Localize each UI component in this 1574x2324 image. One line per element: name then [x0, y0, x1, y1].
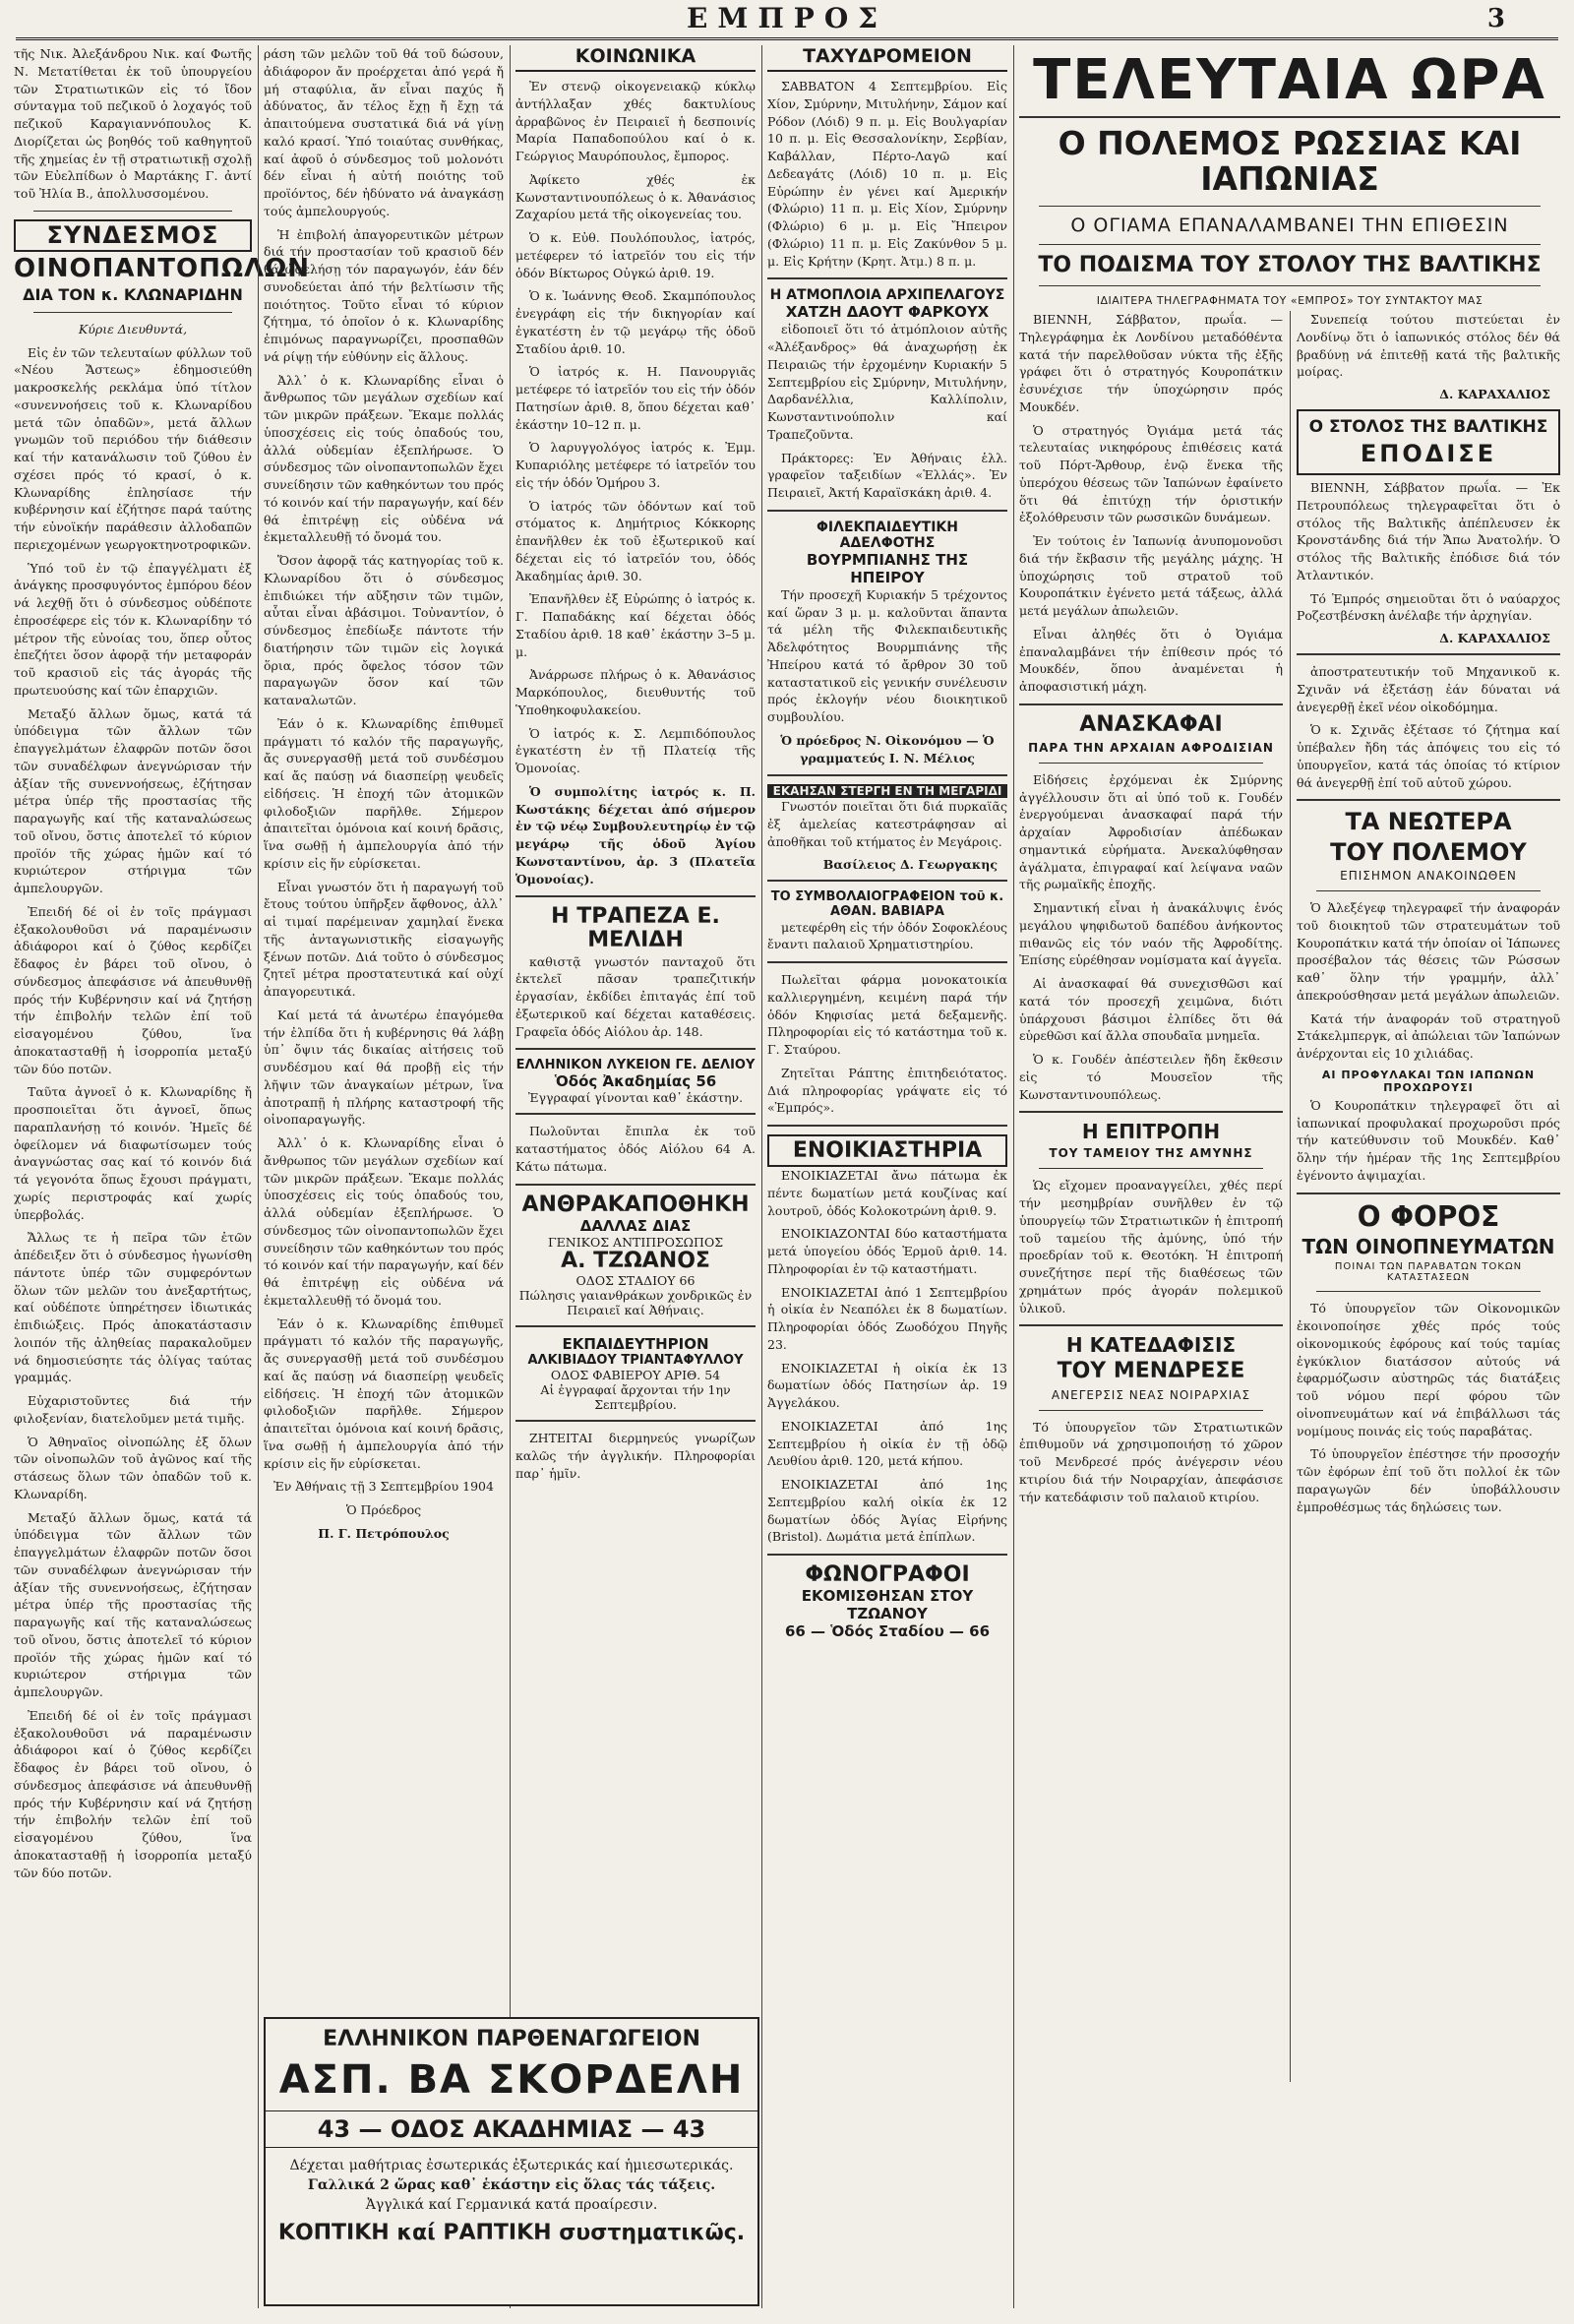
divider: [1316, 1291, 1541, 1292]
divider: [767, 961, 1007, 963]
property-ad: Πωλεῖται φάρμα μονοκατοικία καλλιεργημένη, κειμένη παρά τήν ὁδόν Κηφισίας μετά δεξαμενῆς. Πληροφορίαι εἰς τό κατάστημα τοῦ κ. Γ. Σταύρου.: [767, 972, 1007, 1057]
correspondent-signature: Δ. ΚΑΡΑΧΑΛΙΟΣ: [1439, 387, 1550, 401]
paragraph: Ἐάν ὁ κ. Κλωναρίδης ἐπιθυμεῖ πράγματι τό καλόν τῆς παραγωγῆς, ἄς συνεργασθῇ μετά τοῦ συνδέσμου καί ἄς παύσῃ νά διασπείρῃ ψευδεῖς εἰδήσεις. Ἡ ἐποχή τῶν ἀτομικῶν φιλοδοξιῶν παρῆλθε. Σήμερον ἀπαιτεῖται ὁμόνοια καί κοινή δρᾶσις, ἵνα σωθῇ ἡ ἀμπελουργία ἀπό τήν κρίσιν εἰς ἥν εὑρίσκεται.: [264, 1315, 504, 1471]
rental-ad: ΕΝΟΙΚΙΑΖΕΤΑΙ ἀπό 1ης Σεπτεμβρίου καλή οἰκία ἐκ 12 δωματίων ὁδός Ἀγίας Εἰρήνης (Bristol). Δωμάτια μετά ἐπίπλων.: [767, 1477, 1007, 1545]
paragraph: Ἀλλ᾽ ὁ κ. Κλωναρίδης εἶναι ὁ ἄνθρωπος τῶν μεγάλων σχεδίων καί τῶν μικρῶν πράξεων. Ἔκαμε πολλάς ὑποσχέσεις εἰς τούς ὀπαδούς του, ἀλλά οὐδεμίαν ἐξεπλήρωσε. Ὁ σύνδεσμος τῶν οἰνοπαντοπωλῶν ἔχει συνείδησιν τῶν καθηκόντων του πρός τό κοινόν καί τήν παραγωγήν, καί δέν θά ἐπιτρέψῃ εἰς οὐδένα νά ἐκμεταλλευθῇ τό ὄνομά του.: [264, 1135, 504, 1308]
war-news-subheadline: ΕΠΙΣΗΜΟΝ ΑΝΑΚΟΙΝΩΘΕΝ: [1340, 869, 1517, 884]
social-item: Ὁ ἰατρός τῶν ὀδόντων καί τοῦ στόματος κ. Δημήτριος Κόκκορης ἐπανῆλθεν ἐκ τοῦ ἐξωτερικοῦ καί δέχεται εἰς τό ἰατρεῖόν του, ὁδός Ἀκαδημίας ἀριθ. 30.: [515, 498, 756, 583]
paragraph: Ἐάν ὁ κ. Κλωναρίδης ἐπιθυμεῖ πράγματι τό καλόν τῆς παραγωγῆς, ἄς συνεργασθῇ μετά τοῦ συνδέσμου καί ἄς παύσῃ νά διασπείρῃ ψευδεῖς εἰδήσεις. Ἡ ἐποχή τῶν ἀτομικῶν φιλοδοξιῶν παρῆλθε. Σήμερον ἀπαιτεῖται ὁμόνοια καί κοινή δρᾶσις, ἵνα σωθῇ ἡ ἀμπελουργία ἀπό τήν κρίσιν εἰς ἥν εὑρίσκεται.: [264, 715, 504, 871]
bank-ad-title: Η ΤΡΑΠΕΖΑ Ε. ΜΕΛΙΔΗ: [551, 904, 720, 953]
fire-notice: [767, 784, 1007, 871]
divider: [515, 1184, 756, 1186]
coal-ad-body: Πώλησις γαιανθράκων χονδρικῶς ἐν Πειραιεῖ καί Ἀθήναις.: [518, 1288, 753, 1317]
notary-ad-body: μετεφέρθη εἰς τήν ὁδόν Σοφοκλέους ἔναντι παλαιοῦ Χρηματιστηρίου.: [767, 919, 1007, 952]
divider: [1019, 1111, 1283, 1113]
divider: [1039, 244, 1541, 245]
paragraph: Συνεπείᾳ τούτου πιστεύεται ἐν Λονδίνῳ ὅτι ὁ ἰαπωνικός στόλος δέν θά βραδύνῃ νά ἐπιτεθῇ κατά τῆς βαλτικῆς μοίρας.: [1297, 312, 1560, 380]
notary-ad-title: ΤΟ ΣΥΜΒΟΛΑΙΟΓΡΑΦΕΙΟΝ τοῦ κ. ΑΘΑΝ. ΒΑΒΙΑΡΑ: [770, 888, 1004, 919]
rental-ad: ΕΝΟΙΚΙΑΖΕΤΑΙ ἡ οἰκία ἐκ 13 δωματίων ὁδός Πατησίων ἀρ. 19 Ἀγγελάκου.: [767, 1360, 1007, 1410]
fleet-box: [1297, 409, 1560, 475]
divider: [1297, 653, 1560, 655]
paragraph: Ἐν τούτοις ἐν Ἰαπωνίᾳ ἀνυπομονοῦσι διά τήν ἔκβασιν τῆς μεγάλης μάχης. Ἡ ὑποχώρησις τοῦ στρατοῦ τοῦ Κουροπάτκιν ἐγένετο μετά τάξεως, ἀλλά μετά μεγάλων ἀπωλειῶν.: [1019, 533, 1283, 618]
paragraph: Μεταξύ ἄλλων ὅμως, κατά τά ὑπόδειγμα τῶν ἄλλων τῶν ἐπαγγελμάτων ἐλαφρῶν ποτῶν ὅσοι τῶν συναδέλφων ἀνεγνώρισαν τήν ἀξίαν τῆς συνεννοήσεως, ἐζήτησαν μέτρα ὑπέρ τῆς προστασίας τῆς παραγωγῆς καί τῆς καταναλώσεως τοῦ οἴνου, ὅστις ἀποτελεῖ τό κύριον προϊόν τῆς χώρας ἡμῶν καί τό κυριώτερον στήριγμα τῶν ἀμπελουργῶν.: [14, 1509, 252, 1700]
war-subheadline-2: ΤΟ ΠΟΔΙΣΜΑ ΤΟΥ ΣΤΟΛΟΥ ΤΗΣ ΒΑΛΤΙΚΗΣ: [1038, 252, 1542, 277]
advance-headline: ΑΙ ΠΡΟΦΥΛΑΚΑΙ ΤΩΝ ΙΑΠΩΝΩΝ ΠΡΟΧΩΡΟΥΣΙ: [1321, 1068, 1536, 1094]
ad-line-1: ΕΛΛΗΝΙΚΟΝ ΠΑΡΘΕΝΑΓΩΓΕΙΟΝ: [323, 2027, 700, 2051]
divider: [1039, 206, 1541, 207]
coal-ad: [515, 1193, 756, 1317]
paragraph: ἀποστρατευτικήν τοῦ Μηχανικοῦ κ. Σχινᾶν νά ἐξετάσῃ ἐάν δύναται νά ἀνεγερθῇ ἐκεῖ νέον οἰκοδόμημα.: [1297, 664, 1560, 714]
paragraph: Καί μετά τά ἀνωτέρω ἐπαγόμεθα τήν ἐλπίδα ὅτι ἡ κυβέρνησις θά λάβῃ ὑπ᾽ ὄψιν τάς δικαίας αἰτήσεις τοῦ συνδέσμου καί θά προβῇ εἰς τήν λῆψιν τῶν ἀναγκαίων μέτρων, ἵνα ἀποτραπῇ ἡ πλήρης καταστροφή τῆς οἰνοπαραγωγῆς.: [264, 1007, 504, 1128]
shipping-ad-body: εἰδοποιεῖ ὅτι τό ἀτμόπλοιον αὐτῆς «Ἀλέξανδρος» θά ἀναχωρήσῃ ἐκ Πειραιῶς τήν ἐρχομένην Κυριακήν 5 Σεπτεμβρίου εἰς Σμύρνην, Μιτυλήνην, Δαρδανέλλια, Καλλίπολιν, Κωνσταντινούπολιν καί Τραπεζοῦντα.: [767, 322, 1007, 442]
paragraph: Ὁ Κουροπάτκιν τηλεγραφεῖ ὅτι αἱ ἰαπωνικαί προφυλακαί προχωροῦσι πρός τήν κατεύθυνσιν τοῦ Μουκδέν. Καθ᾽ ὅλην τήν ἡμέραν τῆς 1ης Σεπτεμβρίου ἐγένοντο ἀψιμαχίαι.: [1297, 1097, 1560, 1183]
social-item: Ὁ λαρυγγολόγος ἰατρός κ. Ἐμμ. Κυπαριόλης μετέφερε τό ἰατρεῖόν του εἰς τήν ὁδόν Ὁμήρου 3.: [515, 440, 756, 490]
tax-headline-2: ΤΩΝ ΟΙΝΟΠΝΕΥΜΑΤΩΝ: [1302, 1235, 1555, 1259]
divider: [33, 211, 232, 212]
divider: [1019, 1324, 1283, 1326]
social-item: Ὁ κ. Εὐθ. Πουλόπουλος, ἰατρός, μετέφερεν τό ἰατρεῖόν του εἰς τήν ὁδόν Βίκτωρος Οὐγκώ ἀριθ. 19.: [515, 230, 756, 280]
demolition-subheadline: ΑΝΕΓΕΡΣΙΣ ΝΕΑΣ ΝΟΙΡΑΡΧΙΑΣ: [1051, 1387, 1251, 1402]
post-schedule: ΣΑΒΒΑΤΟΝ 4 Σεπτεμβρίου. Εἰς Χίον, Σμύρνην, Μιτυλήνην, Σάμον καί Ρόδον (Λόιδ) 9 π. μ. Εἰς Βουλγαρίαν 10 π. μ. Εἰς Θεσσαλονίκην, Σερβίαν, Καβάλλαν, Πέρτο-Λαγῶ καί Δεδεαγάτς (Λόιδ) 10 π. μ. Εἰς Εὐρώπην ἐν γένει καί Ἀμερικήν (Φλώριο) 11 π. μ. Εἰς Χίον, Σμύρνην (Φλώριο) 6 μ. μ. Εἰς Ἤπειρον (Φλώριο) 11 π. μ. Εἰς Ζακύνθον 5 μ. μ. Εἰς Κρήτην (Κρητ. Ἀτμ.) 8 π. μ.: [767, 79, 1007, 269]
divider: [515, 1420, 756, 1422]
phonograph-ad-address: 66 — Ὁδός Σταδίου — 66: [784, 1622, 991, 1641]
paragraph: Ἀλλ᾽ ὁ κ. Κλωναρίδης εἶναι ὁ ἄνθρωπος τῶν μεγάλων σχεδίων καί τῶν μικρῶν πράξεων. Ἔκαμε πολλάς ὑποσχέσεις εἰς τούς ὀπαδούς του, ἀλλά οὐδεμίαν ἐξεπλήρωσε. Ὁ σύνδεσμος τῶν οἰνοπαντοπωλῶν ἔχει συνείδησιν τῶν καθηκόντων του πρός τό κοινόν καί τήν παραγωγήν, καί δέν θά ἐπιτρέψῃ εἰς οὐδένα νά ἐκμεταλλευθῇ τό ὄνομά του.: [264, 372, 504, 545]
divider: [767, 1125, 1007, 1127]
column-rule: [1013, 45, 1014, 2308]
school-ad-name: ΑΛΚΙΒΙΑΔΟΥ ΤΡΙΑΝΤΑΦΥΛΛΟΥ: [527, 1353, 744, 1368]
divider: [1019, 703, 1283, 705]
school-ad: [515, 1335, 756, 1412]
notary-ad: [767, 889, 1007, 954]
paragraph: Ὁ Ἀθηναϊος οἰνοπώλης ἐξ ὄλων τῶν οἰνοπωλῶν τοῦ ἀγῶνος καί τῆς στάσεως ὅλων τῶν ὀπαδῶν τοῦ κ. Κλωναρίδη.: [14, 1434, 252, 1501]
paragraph: Αἱ ἀνασκαφαί θά συνεχισθῶσι καί κατά τόν προσεχῆ χειμῶνα, διότι ὑπάρχουσι βάσιμοι ἐλπίδες ὅτι θά εὑρεθῶσι καί ἄλλα σπουδαῖα μνημεῖα.: [1019, 976, 1283, 1044]
paragraph: Ὁ στρατηγός Ὀγιάμα μετά τάς τελευταίας νικηφόρους ἐπιθέσεις κατά τοῦ Πόρτ-Ἄρθουρ, ἐνῷ ἕνεκα τῆς ὑπερόχου θέσεως τῶν Ἰαπώνων ἐφαίνετο ὅτι θά ἐπιτύχῃ τήν ὁριστικήν ἐξολόθρευσιν τῶν ρωσσικῶν δυνάμεων.: [1019, 422, 1283, 525]
paragraph: Τό Ἐμπρός σημειοῦται ὅτι ὁ ναύαρχος Ροζεστβένσκη ἀνέλαβε τήν ἀρχηγίαν.: [1297, 590, 1560, 624]
column-rule: [258, 45, 259, 2308]
divider: [515, 1113, 756, 1115]
school-ad-address: ΟΔΟΣ ΦΑΒΙΕΡΟΥ ΑΡΙΘ. 54: [550, 1368, 721, 1382]
rental-ad: ΕΝΟΙΚΙΑΖΟΝΤΑΙ δύο καταστήματα μετά ὑπογείου ὁδός Ἑρμοῦ ἀριθ. 14. Πληροφορίαι ἐν τῷ καταστήματι.: [767, 1226, 1007, 1276]
divider: [767, 1554, 1007, 1556]
paragraph: Ὁ Ἀλεξέγεφ τηλεγραφεῖ τήν ἀναφοράν τοῦ διοικητοῦ τῶν στρατευμάτων τοῦ Κουροπάτκιν κατά τήν ὁποίαν οἱ Ἰάπωνες προσέβαλον τάς θέσεις τῶν Ρώσσων καθ᾽ ὅλην τήν γραμμήν, ἀλλ᾽ ἀπεκρούσθησαν μετά μεγάλων ἀπωλειῶν.: [1297, 900, 1560, 1003]
masthead-rule: [16, 37, 1558, 40]
paragraph: Τό ὑπουργεῖον τῶν Οἰκονομικῶν ἐκοινοποίησε χθές πρός τούς οἰκονομικούς ἐφόρους καί τούς ταμίας ἐγκύκλιον διατάσσον αὐτούς νά ἐφαρμόζωσιν αὐστηρῶς τάς διατάξεις τοῦ νόμου περί φόρου τῶν οἰνοπνευμάτων καί νά ἐπιβάλλωσι τάς νομίμους ποινάς εἰς τούς παραβάτας.: [1297, 1301, 1560, 1438]
bank-ad-body: καθιστᾷ γνωστόν πανταχοῦ ὅτι ἐκτελεῖ πᾶσαν τραπεζιτικήν ἐργασίαν, ἐκδίδει ἐπιταγάς ἐπί τοῦ ἐξωτερικοῦ καί δέχεται καταθέσεις. Γραφεῖα ὁδός Αἰόλου ἀρ. 148.: [515, 953, 756, 1039]
paragraph: Εἶναι ἀληθές ὅτι ὁ Ὀγιάμα ἐπαναλαμβάνει τήν ἐπίθεσιν πρός τό Μουκδέν, ὅπου ἀναμένεται ἡ ἀποφασιστική μάχη.: [1019, 626, 1283, 694]
paragraph: Ὅσον ἀφορᾷ τάς κατηγορίας τοῦ κ. Κλωναρίδου ὅτι ὁ σύνδεσμος ἐπιδιώκει τήν αὔξησιν τῶν τιμῶν, αὗται εἶναι ἀβάσιμοι. Τοὐναντίον, ὁ σύνδεσμος ἐπεδίωξε πάντοτε τήν διατήρησιν τῶν τιμῶν εἰς λογικά ὅρια, πρός ὄφελος τόσον τῶν παραγωγῶν ὅσον καί τῶν καταναλωτῶν.: [264, 553, 504, 707]
lyceum-ad-title: ΕΛΛΗΝΙΚΟΝ ΛΥΚΕΙΟΝ ΓΕ. ΔΕΛΙΟΥ: [515, 1058, 756, 1073]
war-right-subcolumn: [1297, 311, 1560, 2082]
fire-notice-signature: Βασίλειος Δ. Γεωργακης: [822, 856, 998, 872]
divider: [767, 880, 1007, 882]
paragraph: Σημαντική εἶναι ἡ ἀνακάλυψις ἑνός μεγάλου ψηφιδωτοῦ δαπέδου ἀνήκοντος πιθανῶς εἰς τόν ναόν τῆς Ἀφροδίτης. Ἐπίσης εὑρέθησαν νομίσματα καί ἀγγεῖα.: [1019, 900, 1283, 968]
social-item: Ὁ συμπολίτης ἰατρός κ. Π. Κωστάκης δέχεται ἀπό σήμερον ἐν τῷ νέῳ Συμβουλευτηρίῳ ἐν τῷ μεγάρῳ τῆς ὁδοῦ Ἀγίου Κωνσταντίνου, ἀρ. 3 (Πλατεῖα Ὁμονοίας).: [515, 783, 756, 887]
divider: [1039, 285, 1541, 286]
phonograph-ad-sub: ΕΚΟΜΙΣΘΗΣΑΝ ΣΤΟΥ ΤΖΩΑΝΟΥ: [801, 1587, 974, 1623]
paragraph: Μεταξύ ἄλλων ὅμως, κατά τά ὑπόδειγμα τῶν ἄλλων τῶν ἐπαγγελμάτων ἐλαφρῶν ποτῶν ὅσοι τῶν συναδέλφων ἀνεγνώρισαν τήν ἀξίαν τῆς συνεννοήσεως, ἐζήτησαν μέτρα ὑπέρ τῆς προστασίας τῆς παραγωγῆς καί τῆς καταναλώσεως τοῦ οἴνου, ὅστις ἀποτελεῖ τό κύριον προϊόν τῆς χώρας ἡμῶν καί τό κυριώτερον στήριγμα τῶν ἀμπελουργῶν.: [14, 705, 252, 896]
paragraph: Τό ὑπουργεῖον ἐπέστησε τήν προσοχήν τῶν ἐφόρων ἐπί τοῦ ὅτι πολλοί ἐκ τῶν παραγωγῶν δέν ὑποβάλλουσιν ἐμπροθέσμως τάς δηλώσεις των.: [1297, 1446, 1560, 1514]
signature-place: Ἐν Ἀθήναις τῇ 3 Σεπτεμβρίου 1904: [273, 1479, 494, 1495]
shipping-ad-agents: Πράκτορες: Ἐν Ἀθήναις ἑλλ. γραφεῖον ταξειδίων «Ἑλλάς». Ἐν Πειραιεῖ, Ἀκτή Καραϊσκάκη ἀριθ. 4.: [767, 450, 1007, 500]
brotherhood-title: ΦΙΛΕΚΠΑΙΔΕΥΤΙΚΗ ΑΔΕΛΦΟΤΗΣ: [817, 519, 958, 551]
paragraph: ράση τῶν μελῶν τοῦ θά τοῦ δώσουν, ἀδιάφορον ἄν προέρχεται ἀπό γερά ἤ μή σταφύλια, ἄν εἶναι παχύς ἤ ἀδύνατος, ἄν τέλος ἔχῃ ἤ ἔχῃ τά ἀπαιτούμενα συστατικά διά νά γίνῃ καλό κρασί. Ὑπό τοιαύτας συνθήκας, καί ἀφοῦ ὁ σύνδεσμος τοῦ μολονότι δέν εἶναι ἡ αὐτή ποιότης τοῦ προϊόντος, δέν ἠδύνατο νά ἀναγκάσῃ τούς ἀμπελουργούς.: [264, 46, 504, 218]
fleet-headline: Ο ΣΤΟΛΟΣ ΤΗΣ ΒΑΛΤΙΚΗΣ: [1308, 417, 1548, 437]
school-ad-body: Αἱ ἐγγραφαί ἄρχονται τήν 1ην Σεπτεμβρίου.: [540, 1382, 731, 1412]
phonograph-ad: [767, 1563, 1007, 1640]
sale-ad: Πωλοῦνται ἔπιπλα ἐκ τοῦ καταστήματος ὁδός Αἰόλου 64 Α. Κάτω πάτωμα.: [515, 1124, 756, 1174]
newspaper-title: ΕΜΠΡΟΣ: [686, 2, 888, 34]
shipping-ad-title: Η ΑΤΜΟΠΛΟΙΑ ΑΡΧΙΠΕΛΑΓΟΥΣ: [769, 287, 1005, 304]
school-advertisement: [264, 2017, 759, 2306]
war-dispatch-note: ΙΔΙΑΙΤΕΡΑ ΤΗΛΕΓΡΑΦΗΜΑΤΑ ΤΟΥ «ΕΜΠΡΟΣ» ΤΟΥ ΣΥΝΤΑΚΤΟΥ ΜΑΣ: [1096, 293, 1483, 307]
brotherhood-sub: ΒΟΥΡΜΠΙΑΝΗΣ ΤΗΣ ΗΠΕΙΡΟΥ: [806, 550, 969, 586]
lyceum-ad: [515, 1058, 756, 1105]
paragraph: Εὐχαριστοῦντες διά τήν φιλοξενίαν, διατελοῦμεν μετά τιμῆς.: [14, 1393, 252, 1426]
paragraph: ΒΙΕΝΝΗ, Σάββατον πρωΐα. — Ἐκ Πετρουπόλεως τηλεγραφεῖται ὅτι ὁ στόλος τῆς Βαλτικῆς ἀπέπλευσεν ἐκ Κρονστάνδης διά τήν Ἄπω Ἀνατολήν. Ὁ στόλος τῆς Βαλτικῆς ἐπόδισε διά τόν Ἀτλαντικόν.: [1297, 480, 1560, 582]
brotherhood-signature: Ὁ πρόεδρος Ν. Οἰκονόμου — Ὁ γραμματεύς Ι. Ν. Μέλιος: [780, 732, 995, 765]
committee-subheadline: ΤΟΥ ΤΑΜΕΙΟΥ ΤΗΣ ΑΜΥΝΗΣ: [1049, 1146, 1253, 1161]
tax-headline: Ο ΦΟΡΟΣ: [1357, 1199, 1500, 1233]
column-2: [264, 45, 504, 2009]
paragraph: Ἐπειδή δέ οἱ ἐν τοῖς πράγμασι ἐξακολουθοῦσι νά παραμένωσιν ἀδιάφοροι καί ὁ ζύθος κερδίζει ἔδαφος ἐν βάρει τοῦ οἴνου, ὁ σύνδεσμος ἀπεφάσισε νά ἀπευθυνθῇ πρός τήν Κυβέρνησιν καί νά ζητήσῃ τήν ἐπιβολήν τελῶν ἐπί τοῦ εἰσαγομένου ζύθου, ἵνα ἀποκατασταθῇ ἡ ἰσορροπία μεταξύ τῶν δύο ποτῶν.: [14, 1707, 252, 1880]
divider: [1297, 1193, 1560, 1194]
paragraph: Ὑπό τοῦ ἐν τῷ ἐπαγγέλματι ἐξ ἀνάγκης προσφυγόντος ἐμπόρου δέον νά λεχθῇ ὅτι ὁ σύνδεσμος οὐδέποτε ἐπροσέφερε εἰς τόν κ. Κλωναρίδην τό μέτρον τῆς εὐνοίας του, ὅπερ οὗτος ἐπεζήτει ὅσον ἀφορᾷ τήν μεταφοράν τοῦ κρασιοῦ εἰς τάς ἀγοράς τῆς πρωτευούσης καί τῶν ἐπαρχιῶν.: [14, 560, 252, 698]
paragraph: Ἐπειδή δέ οἱ ἐν τοῖς πράγμασι ἐξακολουθοῦσι νά παραμένωσιν ἀδιάφοροι καί ὁ ζύθος κερδίζει ἔδαφος ἐν βάρει τοῦ οἴνου, ὁ σύνδεσμος ἀπεφάσισε νά ἀπευθυνθῇ πρός τήν Κυβέρνησιν καί νά ζητήσῃ τήν ἐπιβολήν τελῶν ἐπί τοῦ εἰσαγομένου ζύθου, ἵνα ἀποκατασταθῇ ἡ ἰσορροπία μεταξύ τῶν δύο ποτῶν.: [14, 903, 252, 1076]
article-subheadline: ΔΙΑ ΤΟΝ κ. ΚΛΩΝΑΡΙΔΗΝ: [23, 285, 243, 305]
divider: [1039, 1410, 1263, 1411]
paragraph: Ὁ κ. Γουδέν ἀπέστειλεν ἤδη ἔκθεσιν εἰς τό Μουσεῖον τῆς Κωνσταντινουπόλεως.: [1019, 1052, 1283, 1102]
ad-line-4: Δέχεται μαθήτριας ἐσωτερικάς ἐξωτερικάς καί ἡμιεσωτερικάς.: [289, 2158, 734, 2173]
shipping-ad: [767, 287, 1007, 502]
article-headline-2: ΟΙΝΟΠΑΝΤΟΠΩΛΩΝ: [14, 253, 310, 283]
brotherhood-body: Τήν προσεχῆ Κυριακήν 5 τρέχοντος καί ὥραν 3 μ. μ. καλοῦνται ἅπαντα τά μέλη τῆς Φιλεκπαιδευτικῆς Ἀδελφότητος Βουρμπιάνης τῆς Ἠπείρου κατά τό ἄρθρον 30 τοῦ καταστατικοῦ εἰς γενικήν συνέλευσιν πρός ἐκλογήν νέου διοικητικοῦ συμβουλίου.: [767, 586, 1007, 724]
rentals-title: ΕΝΟΙΚΙΑΣΤΗΡΙΑ: [767, 1134, 1007, 1167]
wanted-ad: Ζητεῖται Ράπτης ἐπιτηδειότατος. Διά πληροφορίας γράψατε εἰς τό «Ἐμπρός».: [767, 1065, 1007, 1116]
column-5: [1019, 45, 1560, 2308]
article-headline: ΣΥΝΔΕΣΜΟΣ: [14, 219, 252, 252]
fire-notice-body: Γνωστόν ποιεῖται ὅτι διά πυρκαϊᾶς ἐξ ἀμελείας κατεστράφησαν αἱ ἀποθῆκαι τοῦ κτήματος ἐν Μεγάροις.: [767, 799, 1007, 849]
school-ad-title: ΕΚΠΑΙΔΕΥΤΗΡΙΟΝ: [562, 1335, 709, 1353]
paragraph: Τό ὑπουργεῖον τῶν Στρατιωτικῶν ἐπιθυμοῦν νά χρησιμοποιήσῃ τό χῶρον τοῦ Μενδρεσέ πρός ἀνέγερσιν νέου κτιρίου διά τήν Νοιραρχίαν, ἀπεφάσισε τήν κατεδάφισιν τοῦ παλαιοῦ κτιρίου.: [1019, 1419, 1283, 1504]
correspondent-signature: Δ. ΚΑΡΑΧΑΛΙΟΣ: [1439, 631, 1550, 646]
paragraph: Ταῦτα ἀγνοεῖ ὁ κ. Κλωναρίδης ἤ προσποιεῖται ὅτι ἀγνοεῖ, ὅπως παραπλανήσῃ τό κοινόν. Ἡμεῖς δέ ὀφείλομεν νά διαφωτίσωμεν τούς ἀναγνώστας σας καί τό κοινόν διά τά γεγονότα ὅπως ἔχουσι πράγματι, χωρίς περιστροφάς καί χωρίς ὑπερβολάς.: [14, 1084, 252, 1222]
column-rule: [761, 45, 762, 2308]
tax-subheadline: ΠΟΙΝΑΙ ΤΩΝ ΠΑΡΑΒΑΤΩΝ ΤΟΚΩΝ ΚΑΤΑΣΤΑΣΕΩΝ: [1334, 1261, 1523, 1284]
war-subheadline: Ο ΟΓΙΑΜΑ ΕΠΑΝΑΛΑΜΒΑΝΕΙ ΤΗΝ ΕΠΙΘΕΣΙΝ: [1070, 214, 1509, 236]
committee-headline: Η ΕΠΙΤΡΟΠΗ: [1081, 1120, 1221, 1144]
coal-ad-agent: ΓΕΝΙΚΟΣ ΑΝΤΙΠΡΟΣΩΠΟΣ: [547, 1234, 724, 1250]
divider: [515, 1325, 756, 1327]
rental-ad: ΕΝΟΙΚΙΑΖΕΤΑΙ ἄνω πάτωμα ἐκ πέντε δωματίων μετά κουζίνας καί λουτροῦ, ὁδός Κολοκοτρώνη ἀριθ. 9.: [767, 1168, 1007, 1218]
signature-name: Π. Γ. Πετρόπουλος: [318, 1525, 450, 1541]
ad-line-7: ΚΟΠΤΙΚΗ καί ΡΑΠΤΙΚΗ συστηματικῶς.: [277, 2221, 746, 2245]
ad-line-2: ΑΣΠ. ΒΑ ΣΚΟΡΔΕΛΗ: [278, 2057, 745, 2103]
divider: [1039, 1168, 1263, 1169]
coal-ad-address: ΟΔΟΣ ΣΤΑΔΙΟΥ 66: [575, 1273, 696, 1288]
divider: [515, 895, 756, 897]
coal-ad-name: Α. ΤΖΩΑΝΟΣ: [561, 1248, 710, 1273]
intro-paragraph: τῆς Νικ. Ἀλεξάνδρου Νικ. καί Φωτῆς Ν. Μετατίθεται ἐκ τοῦ ὑπουργείου τῶν Στρατιωτικῶν εἰς τό ἴδον σύνταγμα τοῦ πεζικοῦ ὁ λοχαγός τοῦ πεζικοῦ Καραγιαννόπουλος Κ. Διορίζεται ὡς βοηθός τοῦ καθηγητοῦ τῆς χημείας ἐν τῇ στρατιωτικῇ σχολῇ τῶν Εὐελπίδων ὁ Μαρτάκης Γ. ἀντί τοῦ Ἠλία Β., ἀπολλυσσομένου.: [14, 46, 252, 201]
ad-line-3: 43 — ΟΔΟΣ ΑΚΑΔΗΜΙΑΣ — 43: [266, 2110, 757, 2148]
paragraph: Ὡς εἴχομεν προαναγγείλει, χθές περί τήν μεσημβρίαν συνῆλθεν ἐν τῷ ὑπουργείῳ τῶν Στρατιωτικῶν ἡ ἐπιτροπή τοῦ ταμείου τῆς ἀμύνης, ὑπό τήν προεδρίαν τοῦ κ. Θεοτόκη. Ἡ ἐπιτροπή συνεζήτησε περί τῆς διαθέσεως τῶν χρημάτων πρός ἀγοράν πολεμικοῦ ὑλικοῦ.: [1019, 1178, 1283, 1315]
divider: [1039, 763, 1263, 764]
wanted-ad: ΖΗΤΕΙΤΑΙ διερμηνεύς γνωρίζων καλῶς τήν ἀγγλικήν. Πληροφορίαι παρ᾽ ἡμῖν.: [515, 1431, 756, 1481]
subcolumn-rule: [1290, 311, 1291, 2082]
column-4: [767, 45, 1007, 2308]
paragraph: Κατά τήν ἀναφοράν τοῦ στρατηγοῦ Στάκελμπεργκ, αἱ ἀπώλειαι τῶν Ἰαπώνων ἀνέρχονται εἰς 10 χιλιάδας.: [1297, 1010, 1561, 1062]
fire-notice-title: ΕΚΑΗΣΑΝ ΣΤΕΡΓΗ ΕΝ ΤΗ ΜΕΓΑΡΙΔΙ: [767, 784, 1007, 798]
paragraph: Εἰδήσεις ἐρχόμεναι ἐκ Σμύρνης ἀγγέλλουσιν ὅτι αἱ ὑπό τοῦ κ. Γουδέν ἐνεργούμεναι ἀνασκαφαί παρά τήν ἀρχαίαν Ἀφροδισίαν ἀπέδωκαν σημαντικά εὑρήματα. Ἀνεκαλύφθησαν ἀγάλματα, ἐπιγραφαί καί λείψανα ναῶν τῆς ρωμαϊκῆς ἐποχῆς.: [1019, 771, 1283, 892]
social-item: Ὁ ἰατρός κ. Η. Πανουργιᾶς μετέφερε τό ἰατρεῖόν του εἰς τήν ὁδόν Πατησίων ἀριθ. 8, ὅπου δέχεται καθ᾽ ἑκάστην 10–12 π. μ.: [515, 364, 756, 432]
rental-ad: ΕΝΟΙΚΙΑΖΕΤΑΙ ἀπό 1 Σεπτεμβρίου ἡ οἰκία ἐν Νεαπόλει ἐκ 8 δωματίων. Πληροφορίαι ὁδός Ζωοδόχου Πηγῆς 23.: [767, 1284, 1007, 1352]
brotherhood-notice: [767, 520, 1007, 767]
war-news-headline: ΤΑ ΝΕΩΤΕΡΑ: [1345, 808, 1512, 836]
section-title: ΤΑΧΥΔΡΟΜΕΙΟΝ: [767, 45, 1007, 72]
paragraph: Ἡ ἐπιβολή ἀπαγορευτικῶν μέτρων διά τήν προστασίαν τοῦ κρασιοῦ δέν θά ὠφελήσῃ τόν παραγωγόν, ἐάν δέν συνοδεύεται ἀπό τήν βελτίωσιν τῆς ποιότητος. Τοῦτο εἶναι τό κύριον ζήτημα, τό ὁποῖον ὁ κ. Κλωναρίδης ἐπιμόνως παραγνωρίζει, προσπαθῶν νά ρίψῃ τήν εὐθύνην εἰς ἄλλους.: [264, 226, 504, 364]
paragraph: Ἄλλως τε ἡ πεῖρα τῶν ἐτῶν ἀπέδειξεν ὅτι ὁ σύνδεσμος ἠγωνίσθη πάντοτε ὑπέρ τῶν συμφερόντων ὅλων τῶν μελῶν του ἀνεξαρτήτως, καί οὐδέποτε ὑπηρέτησεν ἰδιωτικάς ἐπιδιώξεις. Πρός ἀποκατάστασιν λοιπόν τῆς ἀληθείας παρακαλοῦμεν νά δημοσιεύσητε τάς ὀλίγας ταύτας γραμμάς.: [14, 1230, 252, 1385]
social-item: Ἀφίκετο χθές ἐκ Κωνσταντινουπόλεως ὁ κ. Ἀθανάσιος Ζαχαρίου μετά τῆς οἰκογενείας του.: [515, 171, 756, 222]
lyceum-ad-body: Ἐγγραφαί γίνονται καθ᾽ ἑκάστην.: [527, 1090, 744, 1106]
column-rule: [510, 45, 511, 2308]
divider: [767, 510, 1007, 512]
paragraph: Εἶναι γνωστόν ὅτι ἡ παραγωγή τοῦ ἔτους τούτου ὑπῆρξεν ἄφθονος, ἀλλ᾽ αἱ τιμαί παρέμειναν χαμηλαί ἕνεκα τῆς ἀνταγωνιστικῆς εἰσαγωγῆς ξένων ποτῶν. Διά τοῦτο ὁ σύνδεσμος ζητεῖ μέτρα προστατευτικά καί οὐχί ἀπαγορευτικά.: [264, 879, 504, 999]
last-hour-headline: ΤΕΛΕΥΤΑΙΑ ΩΡΑ: [1033, 48, 1546, 112]
column-1: [14, 45, 310, 2308]
divider: [1316, 890, 1541, 891]
signature-title: Ὁ Πρόεδρος: [345, 1502, 422, 1517]
ad-line-5: Γαλλικά 2 ὥρας καθ᾽ ἑκάστην εἰς ὅλας τάς τάξεις.: [307, 2177, 716, 2193]
divider: [33, 312, 232, 313]
lyceum-ad-address: Ὁδός Ἀκαδημίας 56: [554, 1072, 717, 1091]
page-number: 3: [1486, 4, 1505, 33]
war-headline: Ο ΠΟΛΕΜΟΣ ΡΩΣΣΙΑΣ ΚΑΙ ΙΑΠΩΝΙΑΣ: [1058, 124, 1522, 199]
column-3: [515, 45, 756, 2009]
divider: [767, 277, 1007, 279]
coal-ad-title: ΑΝΘΡΑΚΑΠΟΘΗΚΗ: [521, 1192, 750, 1217]
ad-line-6: Ἀγγλικά καί Γερμανικά κατά προαίρεσιν.: [365, 2197, 658, 2213]
social-item: Ἐπανῆλθεν ἐξ Εὐρώπης ὁ ἰατρός κ. Γ. Παπαδάκης καί δέχεται ὁδός Σταδίου ἀριθ. 18 καθ᾽ ἑκάστην 3–5 μ. μ.: [515, 591, 756, 659]
divider: [515, 1048, 756, 1050]
war-left-subcolumn: [1019, 311, 1283, 2082]
excavation-subheadline: ΠΑΡΑ ΤΗΝ ΑΡΧΑΙΑΝ ΑΦΡΟΔΙΣΙΑΝ: [1028, 740, 1274, 755]
masthead: [0, 0, 1574, 39]
phonograph-ad-title: ΦΩΝΟΓΡΑΦΟΙ: [805, 1562, 970, 1587]
rental-ad: ΕΝΟΙΚΙΑΖΕΤΑΙ ἀπό 1ης Σεπτεμβρίου ἡ οἰκία ἐν τῇ ὁδῷ Λευθίου ἀριθ. 120, μετά κήπου.: [767, 1418, 1007, 1469]
section-title: ΚΟΙΝΩΝΙΚΑ: [515, 45, 756, 72]
war-news-headline-2: ΤΟΥ ΠΟΛΕΜΟΥ: [1330, 837, 1527, 866]
social-item: Ἀνάρρωσε πλήρως ὁ κ. Ἀθανάσιος Μαρκόπουλος, διευθυντής τοῦ Ὑποθηκοφυλακείου.: [515, 667, 756, 717]
demolition-headline-2: ΤΟΥ ΜΕΝΔΡΕΣΕ: [1057, 1359, 1245, 1384]
social-item: Ὁ κ. Ἰωάννης Θεοδ. Σκαμπόπουλος ἐνεγράφη εἰς τήν δικηγορίαν καί ἐγκατέστη ἐν τῷ μεγάρῳ τῆς ὁδοῦ Σταδίου ἀριθ. 10.: [515, 288, 756, 356]
salutation: Κύριε Διευθυντά,: [78, 321, 188, 336]
bank-ad: [515, 905, 756, 1040]
divider: [1019, 116, 1560, 118]
social-item: Ὁ ἰατρός κ. Σ. Λεμπιδόπουλος ἐγκατέστη ἐν τῇ Πλατείᾳ τῆς Ὁμονοίας.: [515, 725, 756, 775]
social-item: Ἐν στενῷ οἰκογενειακῷ κύκλῳ ἀντήλλαξαν χθές δακτυλίους ἀρραβῶνος ἐν Πειραιεῖ ἡ δεσποινίς Μαρία Παπαδοπούλου καί ὁ κ. Γεώργιος Μαυρόπουλος, ἔμπορος.: [515, 79, 756, 163]
divider: [1297, 799, 1560, 801]
demolition-headline: Η ΚΑΤΕΔΑΦΙΣΙΣ: [1065, 1333, 1237, 1358]
shipping-ad-sub: ΧΑΤΖΗ ΔΑΟΥΤ ΦΑΡΚΟΥΧ: [785, 303, 990, 322]
paragraph: Ὁ κ. Σχινᾶς ἐξέτασε τό ζήτημα καί ὑπέβαλεν ἤδη τάς ἀπόψεις του εἰς τό ὑπουργεῖον, κατά τάς ὁποίας τό κτίριον θά ἀνεγερθῇ ἐπί τοῦ αὐτοῦ χώρου.: [1297, 722, 1560, 790]
coal-ad-sub: ΔΑΛΛΑΣ ΔΙΑΣ: [579, 1216, 692, 1235]
divider: [767, 774, 1007, 776]
excavation-headline: ΑΝΑΣΚΑΦΑΙ: [1079, 711, 1223, 737]
paragraph: ΒΙΕΝΝΗ, Σάββατον, πρωΐα. — Τηλεγράφημα ἐκ Λονδίνου μεταδόθέντα κατά τήν παρελθοῦσαν νύκτα τῆς ἐξῆς γράφει ὅτι ὁ στρατηγός Κουροπάτκιν ἐσυνέχισε τήν ὑποχώρησιν πρός Μουκδέν.: [1019, 312, 1283, 414]
fleet-subheadline: ΕΠΟΔΙΣΕ: [1360, 439, 1497, 467]
paragraph: Εἰς ἐν τῶν τελευταίων φύλλων τοῦ «Νέου Ἄστεως» ἐδημοσιεύθη μακροσκελής ρεκλάμα ὑπό τίτλον «συνεννοήσεις τοῦ κ. Κλωναρίδου μετά τῶν ὀπαδῶν», μετά ἄλλων γνωμῶν τοῦ περιόδου τήν διάθεσιν καί τήν κατανάλωσιν τοῦ ζύθου ἐν σχέσει πρός τό κρασί, ὁ κ. Κλωναρίδης ἐπλησίασε τήν κυβέρνησιν καί ἐζήτησε παρά ταύτης τήν εὐνοϊκήν παράθεσιν ἀλλοδαπῶν περιεχομένων γεωργοκτηνοτροφικῶν.: [14, 344, 252, 552]
